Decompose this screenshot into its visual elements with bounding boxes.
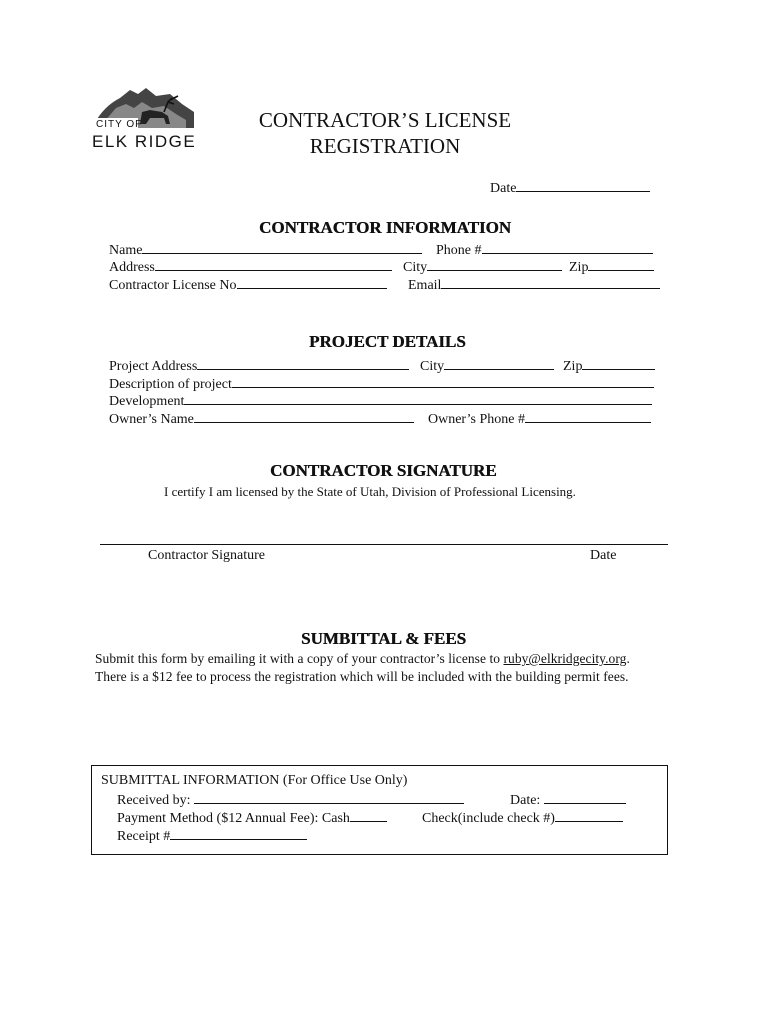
contractor-email-field[interactable] xyxy=(408,275,660,295)
signature-line[interactable] xyxy=(100,544,668,545)
signature-label: Contractor Signature xyxy=(148,548,266,563)
contractor-info-heading: CONTRACTOR INFORMATION xyxy=(259,218,512,237)
logo-city-of: CITY OF xyxy=(96,119,143,130)
receipt-field[interactable] xyxy=(117,826,307,846)
contractor-address-field[interactable] xyxy=(109,257,392,277)
logo-city-name: ELK RIDGE xyxy=(92,132,197,151)
payment-label: Payment Method ($12 Annual Fee): Cash xyxy=(117,811,350,826)
project-zip-field[interactable] xyxy=(563,356,655,376)
payment-check-field[interactable] xyxy=(422,808,623,828)
date-field[interactable] xyxy=(490,178,650,198)
contractor-zip-field[interactable] xyxy=(569,257,654,277)
page-title-line1: CONTRACTOR’S LICENSE xyxy=(258,108,512,132)
project-zip-label: Zip xyxy=(563,359,583,374)
date-line[interactable] xyxy=(516,178,650,192)
project-city-label: City xyxy=(420,359,445,374)
project-address-field[interactable] xyxy=(109,356,409,376)
submittal-email-link[interactable]: ruby@elkridgecity.org xyxy=(503,651,627,666)
contractor-license-field[interactable] xyxy=(109,275,387,295)
email-label: Email xyxy=(408,278,442,293)
check-label: Check(include check #) xyxy=(422,811,555,826)
development-label: Development xyxy=(109,394,185,409)
project-address-label: Project Address xyxy=(109,359,198,374)
license-label: Contractor License No xyxy=(109,278,237,293)
owner-phone-label: Owner’s Phone # xyxy=(428,412,525,427)
office-date-field[interactable] xyxy=(510,790,626,810)
submittal-fee-text: There is a $12 fee to process the registration which will be included with the building permit fees. xyxy=(95,669,629,684)
date-label: Date xyxy=(490,181,517,196)
address-label: Address xyxy=(109,260,155,275)
submittal-instructions: Submit this form by emailing it with a copy of your contractor’s license to ruby@elkridgecity.org. xyxy=(95,651,630,666)
elk-ridge-logo xyxy=(90,84,202,154)
project-city-field[interactable] xyxy=(420,356,554,376)
payment-cash-field[interactable] xyxy=(117,808,387,828)
submittal-heading: SUMBITTAL & FEES xyxy=(301,629,467,648)
office-use-box xyxy=(91,765,668,855)
description-label: Description of project xyxy=(109,377,232,392)
project-details-heading: PROJECT DETAILS xyxy=(309,332,466,351)
phone-label: Phone # xyxy=(436,243,482,258)
owner-name-field[interactable] xyxy=(109,409,414,429)
development-field[interactable] xyxy=(109,391,652,411)
contractor-city-field[interactable] xyxy=(403,257,562,277)
signature-heading: CONTRACTOR SIGNATURE xyxy=(270,461,497,480)
receipt-label: Receipt # xyxy=(117,829,171,844)
city-label: City xyxy=(403,260,428,275)
received-by-field[interactable] xyxy=(117,790,464,810)
signature-date-label: Date xyxy=(590,548,617,563)
owner-phone-field[interactable] xyxy=(428,409,651,429)
page-title-line2: REGISTRATION xyxy=(309,134,461,158)
name-label: Name xyxy=(109,243,143,258)
received-by-label: Received by: xyxy=(117,793,191,808)
office-date-label: Date: xyxy=(510,793,541,808)
certify-text: I certify I am licensed by the State of Utah, Division of Professional Licensing. xyxy=(164,484,576,499)
office-use-title: SUBMITTAL INFORMATION (For Office Use Only) xyxy=(101,773,408,788)
zip-label: Zip xyxy=(569,260,589,275)
owner-name-label: Owner’s Name xyxy=(109,412,194,427)
